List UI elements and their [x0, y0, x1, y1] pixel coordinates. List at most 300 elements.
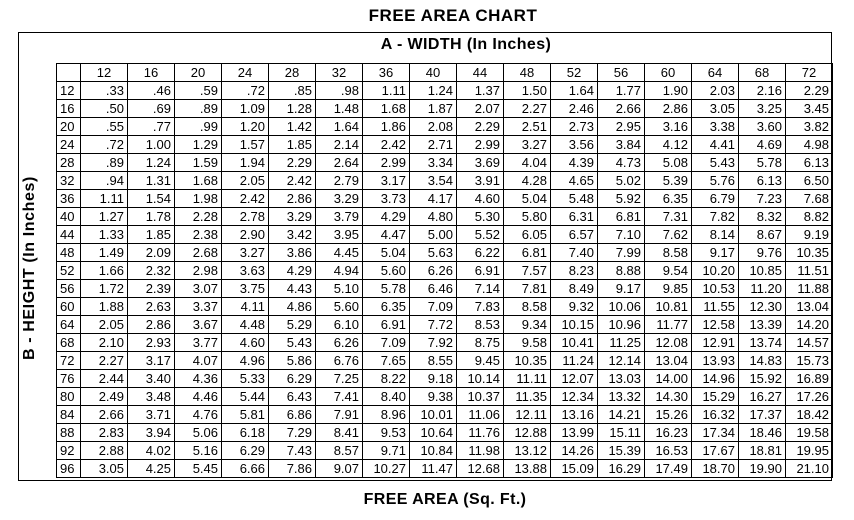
area-value-cell: 2.83	[81, 424, 128, 442]
area-value-cell: 7.09	[363, 334, 410, 352]
area-value-cell: 2.68	[175, 244, 222, 262]
area-value-cell: 4.46	[175, 388, 222, 406]
area-value-cell: 2.05	[81, 316, 128, 334]
area-value-cell: 2.99	[457, 136, 504, 154]
area-value-cell: .77	[128, 118, 175, 136]
area-value-cell: 1.94	[222, 154, 269, 172]
area-value-cell: 13.04	[645, 352, 692, 370]
area-value-cell: 1.20	[222, 118, 269, 136]
height-axis-label: B - HEIGHT (In Inches)	[21, 176, 38, 360]
area-value-cell: 3.60	[739, 118, 786, 136]
area-value-cell: 4.17	[410, 190, 457, 208]
area-value-cell: 5.04	[504, 190, 551, 208]
area-value-cell: 4.29	[363, 208, 410, 226]
area-value-cell: 10.64	[410, 424, 457, 442]
area-value-cell: 7.91	[316, 406, 363, 424]
height-header-cell: 96	[57, 460, 81, 478]
area-value-cell: 1.72	[81, 280, 128, 298]
area-value-cell: 2.86	[128, 316, 175, 334]
area-value-cell: 3.86	[269, 244, 316, 262]
area-value-cell: 2.63	[128, 298, 175, 316]
height-header-cell: 72	[57, 352, 81, 370]
area-value-cell: 4.12	[645, 136, 692, 154]
area-value-cell: 8.14	[692, 226, 739, 244]
area-value-cell: 7.14	[457, 280, 504, 298]
area-value-cell: 9.45	[457, 352, 504, 370]
width-axis-label: A - WIDTH (In Inches)	[380, 36, 552, 53]
height-header-cell: 36	[57, 190, 81, 208]
area-value-cell: 8.58	[645, 244, 692, 262]
area-value-cell: .55	[81, 118, 128, 136]
area-value-cell: 4.60	[457, 190, 504, 208]
area-value-cell: 2.51	[504, 118, 551, 136]
area-value-cell: 11.55	[692, 298, 739, 316]
width-header-cell: 24	[222, 64, 269, 82]
area-value-cell: 5.43	[692, 154, 739, 172]
area-value-cell: 5.39	[645, 172, 692, 190]
area-value-cell: 5.76	[692, 172, 739, 190]
area-value-cell: 3.79	[316, 208, 363, 226]
area-value-cell: 4.60	[222, 334, 269, 352]
area-value-cell: 10.41	[551, 334, 598, 352]
area-value-cell: 3.82	[786, 118, 833, 136]
area-value-cell: 9.34	[504, 316, 551, 334]
area-value-cell: 2.05	[222, 172, 269, 190]
area-value-cell: 7.43	[269, 442, 316, 460]
area-value-cell: 6.22	[457, 244, 504, 262]
area-value-cell: 7.57	[504, 262, 551, 280]
area-value-cell: 5.04	[363, 244, 410, 262]
area-value-cell: 4.25	[128, 460, 175, 478]
area-value-cell: 10.15	[551, 316, 598, 334]
area-value-cell: 7.68	[786, 190, 833, 208]
area-value-cell: 2.14	[316, 136, 363, 154]
area-value-cell: 9.53	[363, 424, 410, 442]
area-value-cell: 14.96	[692, 370, 739, 388]
area-value-cell: 3.67	[175, 316, 222, 334]
area-value-cell: 13.04	[786, 298, 833, 316]
area-value-cell: 16.29	[598, 460, 645, 478]
area-value-cell: 9.71	[363, 442, 410, 460]
area-value-cell: 16.53	[645, 442, 692, 460]
area-value-cell: 5.29	[269, 316, 316, 334]
width-header-cell: 52	[551, 64, 598, 82]
table-row	[57, 442, 833, 460]
area-value-cell: 6.05	[504, 226, 551, 244]
area-value-cell: 1.77	[598, 82, 645, 100]
area-value-cell: 8.67	[739, 226, 786, 244]
area-value-cell: 5.16	[175, 442, 222, 460]
area-value-cell: 1.27	[81, 208, 128, 226]
area-value-cell: 11.06	[457, 406, 504, 424]
area-value-cell: 1.11	[363, 82, 410, 100]
area-value-cell: 9.17	[598, 280, 645, 298]
table-row	[57, 136, 833, 154]
area-value-cell: 13.03	[598, 370, 645, 388]
area-value-cell: 6.91	[363, 316, 410, 334]
area-value-cell: 8.88	[598, 262, 645, 280]
area-value-cell: 15.26	[645, 406, 692, 424]
area-value-cell: 3.16	[645, 118, 692, 136]
area-value-cell: 2.16	[739, 82, 786, 100]
area-value-cell: 18.70	[692, 460, 739, 478]
area-value-cell: 10.01	[410, 406, 457, 424]
area-value-cell: 19.90	[739, 460, 786, 478]
area-value-cell: 3.29	[316, 190, 363, 208]
height-header-cell: 68	[57, 334, 81, 352]
area-value-cell: 5.52	[457, 226, 504, 244]
area-value-cell: 9.32	[551, 298, 598, 316]
corner-cell	[57, 64, 81, 82]
area-value-cell: 6.10	[316, 316, 363, 334]
area-value-cell: 2.29	[457, 118, 504, 136]
area-value-cell: 3.54	[410, 172, 457, 190]
area-value-cell: 6.13	[786, 154, 833, 172]
area-value-cell: 4.28	[504, 172, 551, 190]
area-value-cell: 2.29	[269, 154, 316, 172]
area-value-cell: 14.57	[786, 334, 833, 352]
area-value-cell: 4.98	[786, 136, 833, 154]
area-value-cell: 7.41	[316, 388, 363, 406]
area-value-cell: 1.68	[175, 172, 222, 190]
area-value-cell: 5.06	[175, 424, 222, 442]
area-value-cell: 14.21	[598, 406, 645, 424]
height-header-cell: 44	[57, 226, 81, 244]
area-value-cell: .50	[81, 100, 128, 118]
area-value-cell: 2.90	[222, 226, 269, 244]
area-value-cell: 12.88	[504, 424, 551, 442]
free-area-table	[56, 63, 833, 478]
height-header-cell: 48	[57, 244, 81, 262]
width-header-cell: 16	[128, 64, 175, 82]
area-value-cell: 13.74	[739, 334, 786, 352]
area-value-cell: 1.66	[81, 262, 128, 280]
area-value-cell: 2.99	[363, 154, 410, 172]
area-value-cell: 10.37	[457, 388, 504, 406]
area-value-cell: 12.11	[504, 406, 551, 424]
area-value-cell: 3.73	[363, 190, 410, 208]
width-header-cell: 68	[739, 64, 786, 82]
area-value-cell: 12.91	[692, 334, 739, 352]
area-value-cell: 2.27	[504, 100, 551, 118]
area-value-cell: 17.34	[692, 424, 739, 442]
area-value-cell: 7.72	[410, 316, 457, 334]
area-value-cell: 5.81	[222, 406, 269, 424]
area-value-cell: 1.54	[128, 190, 175, 208]
table-row	[57, 226, 833, 244]
area-value-cell: 3.71	[128, 406, 175, 424]
area-value-cell: 5.30	[457, 208, 504, 226]
area-value-cell: 2.86	[645, 100, 692, 118]
area-value-cell: 2.71	[410, 136, 457, 154]
area-value-cell: 3.48	[128, 388, 175, 406]
area-value-cell: 3.07	[175, 280, 222, 298]
area-value-cell: 1.68	[363, 100, 410, 118]
area-value-cell: 2.27	[81, 352, 128, 370]
area-value-cell: 3.95	[316, 226, 363, 244]
area-value-cell: 13.39	[739, 316, 786, 334]
table-row	[57, 244, 833, 262]
height-header-cell: 88	[57, 424, 81, 442]
area-value-cell: 3.27	[504, 136, 551, 154]
area-value-cell: 16.32	[692, 406, 739, 424]
area-value-cell: 1.98	[175, 190, 222, 208]
area-value-cell: 16.23	[645, 424, 692, 442]
area-value-cell: 6.29	[222, 442, 269, 460]
area-value-cell: 6.50	[786, 172, 833, 190]
area-value-cell: 7.40	[551, 244, 598, 262]
area-value-cell: 1.24	[410, 82, 457, 100]
area-value-cell: 2.78	[222, 208, 269, 226]
area-value-cell: 4.07	[175, 352, 222, 370]
area-value-cell: 7.83	[457, 298, 504, 316]
area-value-cell: 3.75	[222, 280, 269, 298]
area-value-cell: 12.14	[598, 352, 645, 370]
area-value-cell: 6.81	[598, 208, 645, 226]
area-value-cell: 17.67	[692, 442, 739, 460]
area-value-cell: 12.68	[457, 460, 504, 478]
table-row	[57, 190, 833, 208]
area-value-cell: 10.35	[504, 352, 551, 370]
area-value-cell: 1.37	[457, 82, 504, 100]
area-value-cell: 2.46	[551, 100, 598, 118]
area-value-cell: 13.93	[692, 352, 739, 370]
area-value-cell: 6.81	[504, 244, 551, 262]
area-value-cell: 8.96	[363, 406, 410, 424]
area-value-cell: 1.88	[81, 298, 128, 316]
area-value-cell: 2.38	[175, 226, 222, 244]
area-value-cell: 18.81	[739, 442, 786, 460]
area-value-cell: 1.48	[316, 100, 363, 118]
width-header-cell: 48	[504, 64, 551, 82]
area-value-cell: 13.88	[504, 460, 551, 478]
area-value-cell: 12.07	[551, 370, 598, 388]
width-header-cell: 28	[269, 64, 316, 82]
area-value-cell: 2.95	[598, 118, 645, 136]
area-value-cell: 12.34	[551, 388, 598, 406]
table-row	[57, 154, 833, 172]
area-value-cell: 15.09	[551, 460, 598, 478]
area-value-cell: 6.26	[316, 334, 363, 352]
table-row	[57, 298, 833, 316]
area-value-cell: 7.23	[739, 190, 786, 208]
area-value-cell: 11.35	[504, 388, 551, 406]
area-value-cell: 3.29	[269, 208, 316, 226]
area-value-cell: 8.40	[363, 388, 410, 406]
width-header-row	[57, 64, 833, 82]
area-value-cell: 8.53	[457, 316, 504, 334]
area-value-cell: 3.42	[269, 226, 316, 244]
table-row	[57, 424, 833, 442]
area-value-cell: 4.04	[504, 154, 551, 172]
area-value-cell: 15.73	[786, 352, 833, 370]
area-value-cell: 3.45	[786, 100, 833, 118]
area-value-cell: 7.99	[598, 244, 645, 262]
area-value-cell: 6.79	[692, 190, 739, 208]
area-value-cell: 1.90	[645, 82, 692, 100]
area-value-cell: 10.35	[786, 244, 833, 262]
area-value-cell: 7.09	[410, 298, 457, 316]
area-value-cell: .89	[81, 154, 128, 172]
table-row	[57, 208, 833, 226]
area-value-cell: 2.66	[81, 406, 128, 424]
area-value-cell: 8.22	[363, 370, 410, 388]
area-value-cell: 3.94	[128, 424, 175, 442]
area-value-cell: 4.47	[363, 226, 410, 244]
area-value-cell: 18.46	[739, 424, 786, 442]
area-value-cell: 2.93	[128, 334, 175, 352]
table-row	[57, 280, 833, 298]
area-value-cell: 15.39	[598, 442, 645, 460]
area-value-cell: 4.29	[269, 262, 316, 280]
area-value-cell: 6.76	[316, 352, 363, 370]
area-value-cell: 4.36	[175, 370, 222, 388]
area-value-cell: 3.37	[175, 298, 222, 316]
area-value-cell: 6.35	[645, 190, 692, 208]
area-value-cell: 11.11	[504, 370, 551, 388]
area-value-cell: 5.63	[410, 244, 457, 262]
area-value-cell: .59	[175, 82, 222, 100]
area-value-cell: 5.10	[316, 280, 363, 298]
area-value-cell: 1.42	[269, 118, 316, 136]
area-value-cell: 6.91	[457, 262, 504, 280]
width-header-cell: 64	[692, 64, 739, 82]
area-value-cell: 14.00	[645, 370, 692, 388]
area-value-cell: 1.64	[316, 118, 363, 136]
area-value-cell: 3.91	[457, 172, 504, 190]
table-row	[57, 316, 833, 334]
area-value-cell: 2.98	[175, 262, 222, 280]
height-header-cell: 52	[57, 262, 81, 280]
area-value-cell: 4.43	[269, 280, 316, 298]
area-value-cell: .72	[81, 136, 128, 154]
width-header-cell: 36	[363, 64, 410, 82]
area-value-cell: 7.31	[645, 208, 692, 226]
area-value-cell: 9.76	[739, 244, 786, 262]
area-value-cell: 10.06	[598, 298, 645, 316]
table-row	[57, 388, 833, 406]
area-value-cell: 6.18	[222, 424, 269, 442]
area-value-cell: 2.66	[598, 100, 645, 118]
area-value-cell: 1.85	[128, 226, 175, 244]
area-value-cell: 15.92	[739, 370, 786, 388]
area-value-cell: 4.41	[692, 136, 739, 154]
area-value-cell: 2.32	[128, 262, 175, 280]
height-header-cell: 16	[57, 100, 81, 118]
area-value-cell: 9.38	[410, 388, 457, 406]
area-value-cell: 2.42	[222, 190, 269, 208]
area-value-cell: 16.89	[786, 370, 833, 388]
area-value-cell: 11.25	[598, 334, 645, 352]
area-value-cell: 2.86	[269, 190, 316, 208]
area-value-cell: 11.51	[786, 262, 833, 280]
area-value-cell: 8.75	[457, 334, 504, 352]
area-value-cell: 16.27	[739, 388, 786, 406]
area-value-cell: 7.65	[363, 352, 410, 370]
area-value-cell: 2.28	[175, 208, 222, 226]
area-value-cell: 8.23	[551, 262, 598, 280]
area-value-cell: 1.49	[81, 244, 128, 262]
area-value-cell: .98	[316, 82, 363, 100]
table-row	[57, 82, 833, 100]
area-value-cell: 1.00	[128, 136, 175, 154]
area-value-cell: 12.30	[739, 298, 786, 316]
area-value-cell: 4.94	[316, 262, 363, 280]
width-header-cell: 60	[645, 64, 692, 82]
area-value-cell: 6.35	[363, 298, 410, 316]
chart-title: FREE AREA CHART	[368, 6, 538, 25]
area-value-cell: 5.92	[598, 190, 645, 208]
area-value-cell: 1.59	[175, 154, 222, 172]
table-row	[57, 460, 833, 478]
area-value-cell: 14.20	[786, 316, 833, 334]
height-header-cell: 80	[57, 388, 81, 406]
area-value-cell: 10.53	[692, 280, 739, 298]
area-value-cell: 1.57	[222, 136, 269, 154]
area-value-cell: 15.29	[692, 388, 739, 406]
area-value-cell: 2.09	[128, 244, 175, 262]
height-header-cell: 12	[57, 82, 81, 100]
area-value-cell: 3.17	[363, 172, 410, 190]
area-value-cell: 5.78	[739, 154, 786, 172]
area-value-cell: 5.43	[269, 334, 316, 352]
area-value-cell: 7.81	[504, 280, 551, 298]
width-header-cell: 56	[598, 64, 645, 82]
area-value-cell: 9.07	[316, 460, 363, 478]
area-value-cell: 18.42	[786, 406, 833, 424]
area-value-cell: 2.03	[692, 82, 739, 100]
area-value-cell: 4.96	[222, 352, 269, 370]
area-value-cell: 5.44	[222, 388, 269, 406]
area-value-cell: 1.64	[551, 82, 598, 100]
area-value-cell: 3.69	[457, 154, 504, 172]
width-header-cell: 44	[457, 64, 504, 82]
area-value-cell: 3.27	[222, 244, 269, 262]
area-value-cell: 10.14	[457, 370, 504, 388]
area-value-cell: 8.82	[786, 208, 833, 226]
area-value-cell: 4.39	[551, 154, 598, 172]
table-row	[57, 118, 833, 136]
area-value-cell: 4.80	[410, 208, 457, 226]
area-value-cell: .69	[128, 100, 175, 118]
area-value-cell: 10.27	[363, 460, 410, 478]
area-value-cell: 19.58	[786, 424, 833, 442]
area-value-cell: 6.66	[222, 460, 269, 478]
area-value-cell: 5.33	[222, 370, 269, 388]
area-value-cell: 4.02	[128, 442, 175, 460]
area-value-cell: .89	[175, 100, 222, 118]
area-value-cell: 7.82	[692, 208, 739, 226]
area-value-cell: 6.31	[551, 208, 598, 226]
area-value-cell: 13.12	[504, 442, 551, 460]
area-value-cell: 7.62	[645, 226, 692, 244]
area-value-cell: 5.60	[316, 298, 363, 316]
area-value-cell: 3.84	[598, 136, 645, 154]
width-header-cell: 32	[316, 64, 363, 82]
area-value-cell: 2.29	[786, 82, 833, 100]
area-value-cell: 1.28	[269, 100, 316, 118]
area-value-cell: 2.39	[128, 280, 175, 298]
area-value-cell: 3.56	[551, 136, 598, 154]
area-value-cell: 3.25	[739, 100, 786, 118]
area-value-cell: 11.88	[786, 280, 833, 298]
area-value-cell: 3.34	[410, 154, 457, 172]
area-value-cell: 21.10	[786, 460, 833, 478]
area-value-cell: 2.10	[81, 334, 128, 352]
area-value-cell: 9.58	[504, 334, 551, 352]
height-header-cell: 28	[57, 154, 81, 172]
area-value-cell: 11.20	[739, 280, 786, 298]
